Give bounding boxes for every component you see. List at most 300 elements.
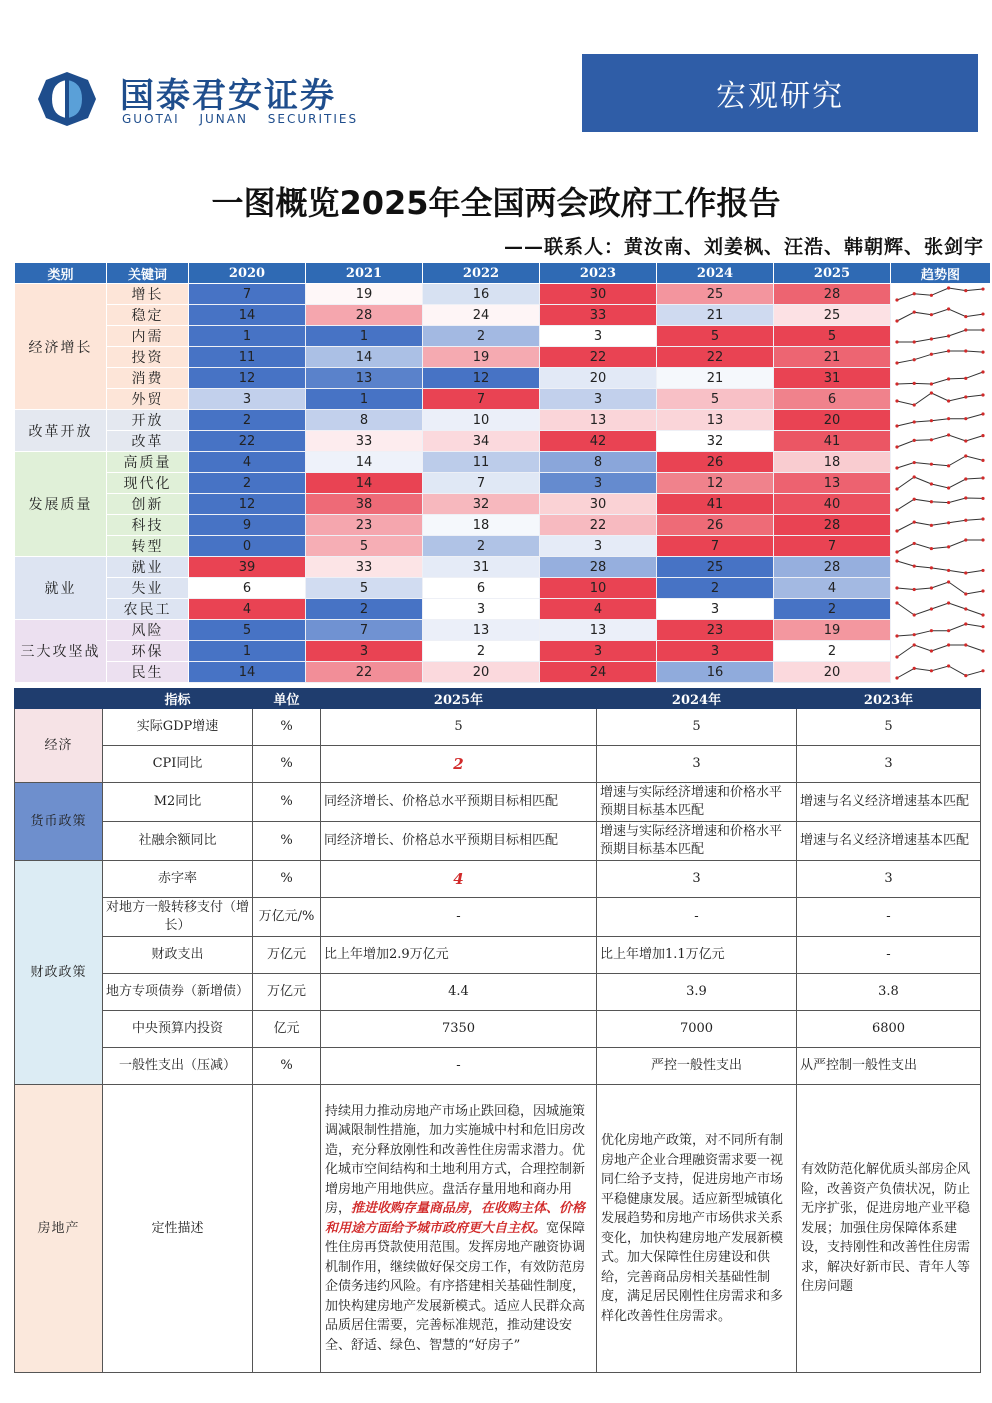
trend-point <box>895 601 898 604</box>
heat-value-cell: 30 <box>540 494 657 515</box>
heat-value-cell: 5 <box>774 326 891 347</box>
trend-sparkline-cell <box>891 494 991 515</box>
trend-point <box>947 664 950 667</box>
heat-header-cell: 2024 <box>657 263 774 284</box>
trend-point <box>913 461 916 464</box>
indicator-header-cell: 指标 <box>103 689 253 709</box>
heat-value-cell: 12 <box>189 368 306 389</box>
heat-value-cell: 4 <box>189 452 306 473</box>
trend-point <box>930 382 933 385</box>
indicator-row <box>15 746 981 783</box>
indicator-2023-cell: - <box>797 937 981 974</box>
trend-point <box>964 643 967 646</box>
trend-point <box>930 353 933 356</box>
heat-value-cell: 33 <box>306 431 423 452</box>
trend-sparkline-cell <box>891 431 991 452</box>
heat-value-cell: 4 <box>774 578 891 599</box>
heat-value-cell: 41 <box>657 494 774 515</box>
heat-row <box>15 662 991 683</box>
indicator-unit-cell: % <box>253 861 321 898</box>
trend-point <box>895 298 898 301</box>
trend-point <box>947 629 950 632</box>
heat-value-cell: 2 <box>657 578 774 599</box>
heat-row <box>15 494 991 515</box>
report-category-tag: 宏观研究 <box>582 54 978 132</box>
heat-value-cell: 13 <box>540 410 657 431</box>
indicator-group-cell: 房地产 <box>15 1085 103 1373</box>
trend-point <box>913 588 916 591</box>
heat-value-cell: 25 <box>657 557 774 578</box>
indicator-2024-cell: 增速与实际经济增速和价格水平预期目标基本匹配 <box>597 783 797 822</box>
indicator-2024-cell: 严控一般性支出 <box>597 1048 797 1085</box>
trend-sparkline-cell <box>891 347 991 368</box>
trend-point <box>981 625 984 628</box>
heat-header-cell: 2023 <box>540 263 657 284</box>
heat-value-cell: 20 <box>540 368 657 389</box>
indicator-2025-cell <box>321 1085 597 1373</box>
trend-point <box>930 463 933 466</box>
trend-point <box>947 601 950 604</box>
heat-value-cell: 24 <box>423 305 540 326</box>
heat-value-cell: 20 <box>774 410 891 431</box>
heat-value-cell: 3 <box>540 536 657 557</box>
trend-line <box>897 540 983 552</box>
heat-keyword-cell: 改革 <box>107 431 189 452</box>
heat-value-cell: 18 <box>423 515 540 536</box>
trend-point <box>895 361 898 364</box>
trend-point <box>964 417 967 420</box>
heat-value-cell: 3 <box>540 473 657 494</box>
trend-point <box>981 538 984 541</box>
trend-point <box>964 349 967 352</box>
heat-value-cell: 38 <box>306 494 423 515</box>
indicator-2023-cell: 6800 <box>797 1011 981 1048</box>
indicator-row <box>15 1011 981 1048</box>
trend-point <box>930 566 933 569</box>
indicator-unit-cell: 亿元 <box>253 1011 321 1048</box>
trend-point <box>895 676 898 679</box>
heat-keyword-cell: 外贸 <box>107 389 189 410</box>
trend-point <box>947 417 950 420</box>
guotai-junan-logo-icon <box>30 70 104 128</box>
trend-line <box>897 582 983 594</box>
heat-value-cell: 40 <box>774 494 891 515</box>
trend-line <box>897 561 983 573</box>
heat-keyword-cell: 投资 <box>107 347 189 368</box>
indicator-2025-cell: 比上年增加2.9万亿元 <box>321 937 597 974</box>
indicator-row <box>15 861 981 898</box>
trend-point <box>913 403 916 406</box>
indicator-2025-cell: 7350 <box>321 1011 597 1048</box>
heat-value-cell: 21 <box>657 368 774 389</box>
heat-category-cell: 三大攻坚战 <box>15 620 107 683</box>
heat-value-cell: 8 <box>540 452 657 473</box>
heat-value-cell: 16 <box>423 284 540 305</box>
trend-point <box>930 482 933 485</box>
heat-value-cell: 34 <box>423 431 540 452</box>
trend-point <box>895 487 898 490</box>
trend-point <box>913 420 916 423</box>
trend-point <box>930 547 933 550</box>
heat-value-cell: 42 <box>540 431 657 452</box>
trend-point <box>981 613 984 616</box>
heat-value-cell: 1 <box>189 326 306 347</box>
trend-point <box>947 643 950 646</box>
trend-point <box>964 477 967 480</box>
heat-value-cell: 28 <box>774 515 891 536</box>
heat-keyword-cell: 科技 <box>107 515 189 536</box>
trend-sparkline-cell <box>891 305 991 326</box>
trend-point <box>981 497 984 500</box>
trend-point <box>947 464 950 467</box>
heat-keyword-cell: 风险 <box>107 620 189 641</box>
trend-sparkline <box>891 284 989 304</box>
heat-value-cell: 5 <box>189 620 306 641</box>
heat-value-cell: 5 <box>306 536 423 557</box>
trend-point <box>981 370 984 373</box>
trend-point <box>913 358 916 361</box>
heat-keyword-cell: 转型 <box>107 536 189 557</box>
heat-value-cell: 32 <box>423 494 540 515</box>
trend-sparkline <box>891 620 989 640</box>
trend-point <box>947 545 950 548</box>
indicator-row <box>15 1085 981 1373</box>
indicator-2025-cell: 同经济增长、价格总水平预期目标相匹配 <box>321 783 597 822</box>
indicator-unit-cell: 万亿元 <box>253 974 321 1011</box>
trend-point <box>895 382 898 385</box>
indicator-2025-cell: 同经济增长、价格总水平预期目标相匹配 <box>321 822 597 861</box>
indicator-label-cell: 定性描述 <box>103 1085 253 1373</box>
heat-row <box>15 305 991 326</box>
trend-point <box>913 565 916 568</box>
heat-row <box>15 284 991 305</box>
trend-sparkline-cell <box>891 599 991 620</box>
trend-point <box>930 607 933 610</box>
indicator-row <box>15 937 981 974</box>
indicator-label-cell: 社融余额同比 <box>103 822 253 861</box>
trend-point <box>947 521 950 524</box>
trend-point <box>930 337 933 340</box>
heat-value-cell: 39 <box>189 557 306 578</box>
heat-value-cell: 14 <box>306 473 423 494</box>
indicator-row <box>15 898 981 937</box>
trend-point <box>947 501 950 504</box>
heat-value-cell: 2 <box>189 410 306 431</box>
trend-point <box>981 476 984 479</box>
heat-value-cell: 28 <box>540 557 657 578</box>
trend-sparkline-cell <box>891 410 991 431</box>
heat-value-cell: 4 <box>540 599 657 620</box>
heat-header-cell: 2022 <box>423 263 540 284</box>
trend-sparkline <box>891 641 989 661</box>
trend-point <box>964 538 967 541</box>
heat-value-cell: 20 <box>774 662 891 683</box>
authors-line: ——联系人：黄汝南、刘姜枫、汪浩、韩朝辉、张剑宇 <box>503 236 984 258</box>
heat-value-cell: 20 <box>423 662 540 683</box>
heat-row <box>15 578 991 599</box>
indicator-2024-cell: 3.9 <box>597 974 797 1011</box>
heat-value-cell: 6 <box>189 578 306 599</box>
trend-sparkline <box>891 494 989 514</box>
trend-point <box>913 613 916 616</box>
indicator-2024-cell: 5 <box>597 709 797 746</box>
trend-point <box>895 529 898 532</box>
heat-value-cell: 3 <box>189 389 306 410</box>
indicator-2023-cell: 3.8 <box>797 974 981 1011</box>
heat-keyword-cell: 稳定 <box>107 305 189 326</box>
heat-value-cell: 14 <box>306 347 423 368</box>
trend-point <box>981 434 984 437</box>
re-2025-text-a: 持续用力推动房地产市场止跌回稳，因城施策调减限制性措施，加力实施城中村和危旧房改造，充分释放刚性和改善性住房需求潜力。优化城市空间结构和土地利用方式，合理控制新增房地产用地供应。盘活存量用地和商办用房， <box>325 1103 586 1217</box>
trend-point <box>981 287 984 290</box>
heat-value-cell: 3 <box>540 641 657 662</box>
heat-value-cell: 31 <box>774 368 891 389</box>
trend-point <box>930 524 933 527</box>
heat-value-cell: 18 <box>774 452 891 473</box>
trend-point <box>895 508 898 511</box>
trend-point <box>930 294 933 297</box>
heat-value-cell: 5 <box>657 326 774 347</box>
heat-value-cell: 1 <box>306 389 423 410</box>
heat-value-cell: 28 <box>774 284 891 305</box>
trend-point <box>895 399 898 402</box>
heat-value-cell: 7 <box>423 389 540 410</box>
trend-point <box>895 340 898 343</box>
trend-sparkline-cell <box>891 473 991 494</box>
brand-name-cn: 国泰君安证券 <box>120 76 336 116</box>
indicator-unit-cell: 万亿元 <box>253 937 321 974</box>
trend-point <box>913 521 916 524</box>
heat-value-cell: 21 <box>774 347 891 368</box>
heat-header-cell: 2021 <box>306 263 423 284</box>
trend-sparkline-cell <box>891 326 991 347</box>
trend-point <box>913 475 916 478</box>
trend-point <box>895 634 898 637</box>
heat-keyword-cell: 消费 <box>107 368 189 389</box>
heat-value-cell: 23 <box>306 515 423 536</box>
trend-sparkline-cell <box>891 557 991 578</box>
indicator-label-cell: 一般性支出（压减） <box>103 1048 253 1085</box>
trend-sparkline <box>891 599 989 619</box>
heat-value-cell: 3 <box>540 326 657 347</box>
heat-value-cell: 28 <box>306 305 423 326</box>
trend-line <box>897 498 983 510</box>
page-title: 一图概览2025年全国两会政府工作报告 <box>211 184 781 222</box>
trend-point <box>895 586 898 589</box>
heat-value-cell: 10 <box>540 578 657 599</box>
heat-value-cell: 2 <box>774 641 891 662</box>
heat-row <box>15 347 991 368</box>
heat-row <box>15 410 991 431</box>
heat-value-cell: 32 <box>657 431 774 452</box>
heat-row <box>15 515 991 536</box>
heat-value-cell: 7 <box>189 284 306 305</box>
trend-line <box>897 393 983 405</box>
heat-keyword-cell: 内需 <box>107 326 189 347</box>
indicator-unit-cell: % <box>253 783 321 822</box>
heat-keyword-cell: 环保 <box>107 641 189 662</box>
trend-point <box>964 674 967 677</box>
trend-sparkline-cell <box>891 452 991 473</box>
heat-row <box>15 326 991 347</box>
trend-line <box>897 477 983 489</box>
indicator-header-cell: 单位 <box>253 689 321 709</box>
indicator-label-cell: M2同比 <box>103 783 253 822</box>
trend-sparkline-cell <box>891 515 991 536</box>
indicator-2023-cell: 3 <box>797 861 981 898</box>
heat-value-cell: 13 <box>306 368 423 389</box>
heat-value-cell: 4 <box>189 599 306 620</box>
heat-value-cell: 10 <box>423 410 540 431</box>
heat-value-cell: 33 <box>306 557 423 578</box>
heat-row <box>15 389 991 410</box>
heat-value-cell: 13 <box>774 473 891 494</box>
trend-point <box>895 655 898 658</box>
indicator-2023-cell: 增速与名义经济增速基本匹配 <box>797 822 981 861</box>
trend-point <box>947 433 950 436</box>
heat-row <box>15 431 991 452</box>
heat-value-cell: 33 <box>540 305 657 326</box>
trend-point <box>964 571 967 574</box>
trend-point <box>981 517 984 520</box>
heat-value-cell: 6 <box>774 389 891 410</box>
indicator-group-cell: 货币政策 <box>15 783 103 861</box>
trend-point <box>981 649 984 652</box>
heat-table-header <box>15 263 991 284</box>
heat-value-cell: 8 <box>306 410 423 431</box>
trend-point <box>895 424 898 427</box>
indicator-table <box>14 688 981 1373</box>
heat-value-cell: 25 <box>774 305 891 326</box>
heat-value-cell: 13 <box>657 410 774 431</box>
trend-point <box>913 633 916 636</box>
trend-point <box>913 340 916 343</box>
indicator-row <box>15 783 981 822</box>
trend-line <box>897 645 983 657</box>
trend-sparkline-cell <box>891 368 991 389</box>
trend-point <box>895 319 898 322</box>
trend-sparkline <box>891 410 989 430</box>
trend-point <box>913 542 916 545</box>
heat-value-cell: 7 <box>306 620 423 641</box>
trend-point <box>947 580 950 583</box>
heat-value-cell: 12 <box>657 473 774 494</box>
heat-keyword-cell: 就业 <box>107 557 189 578</box>
heat-value-cell: 2 <box>774 599 891 620</box>
indicator-2025-cell: 2 <box>321 746 597 783</box>
heat-value-cell: 22 <box>540 347 657 368</box>
trend-point <box>947 486 950 489</box>
indicator-2024-cell: 7000 <box>597 1011 797 1048</box>
trend-point <box>964 622 967 625</box>
heat-value-cell: 2 <box>189 473 306 494</box>
trend-point <box>981 312 984 315</box>
brand-name-en: GUOTAI JUNAN SECURITIES <box>122 112 359 126</box>
heat-value-cell: 11 <box>423 452 540 473</box>
trend-sparkline-cell <box>891 536 991 557</box>
trend-point <box>947 377 950 380</box>
heat-table-body <box>15 284 991 683</box>
trend-point <box>930 391 933 394</box>
indicator-group-cell: 经济 <box>15 709 103 783</box>
heat-row <box>15 536 991 557</box>
indicator-2025-cell: - <box>321 898 597 937</box>
indicator-2023-cell: 3 <box>797 746 981 783</box>
heat-value-cell: 28 <box>774 557 891 578</box>
keyword-heat-table <box>14 262 991 683</box>
heat-row <box>15 641 991 662</box>
trend-sparkline <box>891 557 989 577</box>
trend-sparkline-cell <box>891 284 991 305</box>
indicator-label-cell: 中央预算内投资 <box>103 1011 253 1048</box>
indicator-label-cell: CPI同比 <box>103 746 253 783</box>
heat-row <box>15 452 991 473</box>
trend-line <box>897 351 983 363</box>
trend-sparkline <box>891 536 989 556</box>
heat-header-cell: 2020 <box>189 263 306 284</box>
heat-header-cell: 趋势图 <box>891 263 991 284</box>
heat-category-cell: 发展质量 <box>15 452 107 557</box>
trend-point <box>964 377 967 380</box>
indicator-row <box>15 709 981 746</box>
trend-sparkline <box>891 389 989 409</box>
trend-sparkline-cell <box>891 620 991 641</box>
heat-value-cell: 0 <box>189 536 306 557</box>
indicator-row <box>15 974 981 1011</box>
trend-point <box>964 592 967 595</box>
heat-value-cell: 19 <box>306 284 423 305</box>
trend-sparkline-cell <box>891 641 991 662</box>
heat-value-cell: 14 <box>189 662 306 683</box>
heat-value-cell: 23 <box>657 620 774 641</box>
indicator-group-cell: 财政政策 <box>15 861 103 1085</box>
trend-point <box>895 559 898 562</box>
heat-keyword-cell: 民生 <box>107 662 189 683</box>
indicator-2024-cell: 优化房地产政策，对不同所有制房地产企业合理融资需求要一视同仁给予支持，促进房地产市场平稳健康发展。适应新型城镇化发展趋势和房地产市场供求关系变化，加快构建房地产发展新模式。加大保障性住房建设和供给，完善商品房相关基础性制度，满足居民刚性住房需求和多样化改善性住房需求。 <box>597 1085 797 1373</box>
heat-row <box>15 473 991 494</box>
trend-line <box>897 456 983 468</box>
heat-value-cell: 22 <box>657 347 774 368</box>
heat-value-cell: 3 <box>657 599 774 620</box>
indicator-label-cell: 对地方一般转移支付（增长） <box>103 898 253 937</box>
indicator-unit-cell: 万亿元/% <box>253 898 321 937</box>
heat-header-cell: 类别 <box>15 263 107 284</box>
trend-point <box>981 412 984 415</box>
heat-value-cell: 3 <box>306 641 423 662</box>
trend-sparkline <box>891 473 989 493</box>
heat-value-cell: 41 <box>774 431 891 452</box>
trend-point <box>964 439 967 442</box>
trend-point <box>964 315 967 318</box>
indicator-2025-cell: - <box>321 1048 597 1085</box>
trend-sparkline <box>891 305 989 325</box>
heat-category-cell: 就业 <box>15 557 107 620</box>
trend-point <box>947 569 950 572</box>
trend-point <box>930 500 933 503</box>
heat-value-cell: 22 <box>306 662 423 683</box>
heat-row <box>15 620 991 641</box>
trend-point <box>930 313 933 316</box>
re-2025-text-b: 宽保障性住房再贷款使用范围。发挥房地产融资协调机制作用，继续做好保交房工作，有效防范房企债务违约风险。有序搭建相关基础性制度，加快构建房地产发展新模式。适应人民群众高品质居住需要，完善标准规范，推动建设安全、舒适、绿色、智慧的“好房子” <box>325 1220 586 1353</box>
trend-line <box>897 666 983 678</box>
indicator-header-blank <box>15 689 103 709</box>
trend-point <box>930 629 933 632</box>
trend-sparkline <box>891 431 989 451</box>
indicator-header-cell: 2023年 <box>797 689 981 709</box>
trend-point <box>930 669 933 672</box>
indicator-label-cell: 实际GDP增速 <box>103 709 253 746</box>
trend-point <box>930 649 933 652</box>
